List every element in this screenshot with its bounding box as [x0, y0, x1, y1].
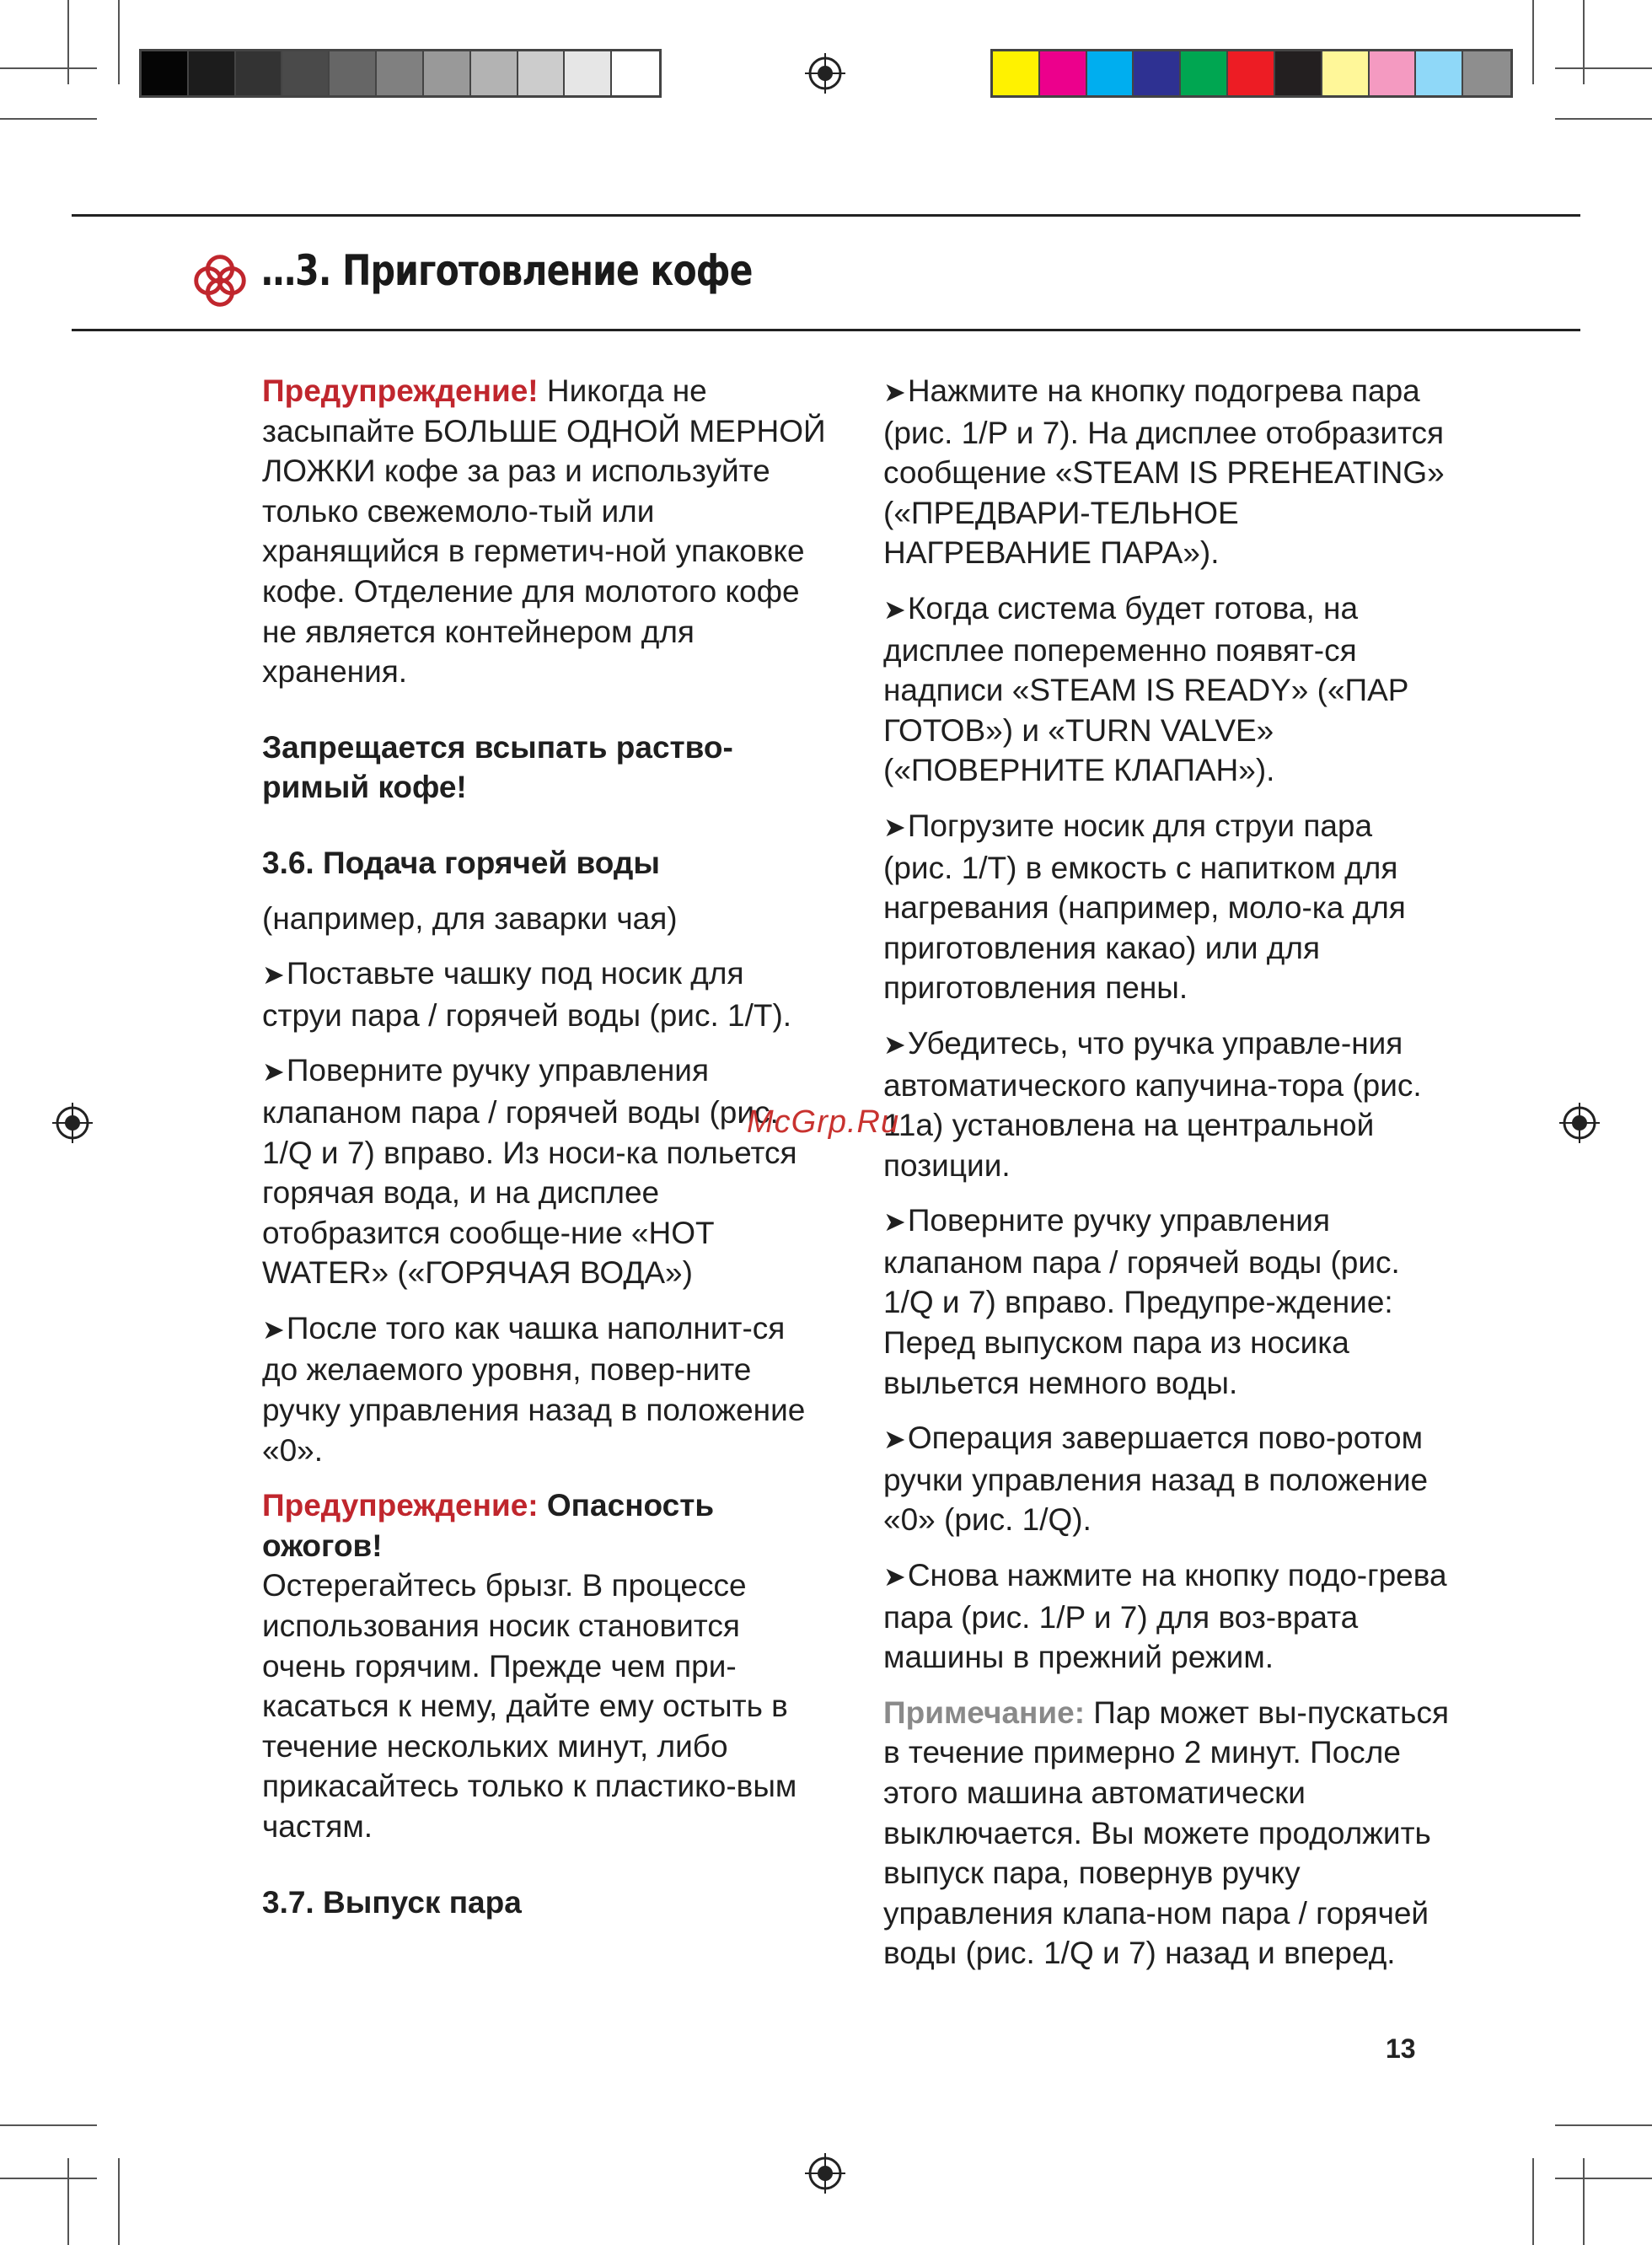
warning-label: Предупреждение:	[262, 1488, 539, 1523]
arrow-bullet-icon: ➤	[883, 1561, 906, 1592]
arrow-bullet-icon: ➤	[883, 377, 906, 407]
crop-mark	[1555, 2124, 1652, 2126]
list-item: ➤Когда система будет готова, на дисплее попеременно появят-ся надписи «STEAM IS READY» («ПАР ГОТОВ») и «TURN VALVE» («ПОВЕРНИТЕ КЛАПАН»).	[883, 590, 1409, 788]
warning-label: Предупреждение!	[262, 373, 539, 408]
crop-mark	[1555, 118, 1652, 120]
cmyk-color-bar	[990, 49, 1513, 98]
color-swatch	[1463, 51, 1510, 95]
color-swatch	[1134, 51, 1181, 95]
brand-logo-icon	[187, 248, 253, 314]
list-item: ➤Поверните ручку управления клапаном пара / горячей воды (рис. 1/Q и 7) вправо. Из носи-ка польется горячая вода, и на дисплее отобразится сообще-ние «HOT WATER» («ГОРЯЧАЯ ВОДА»)	[262, 1053, 797, 1291]
registration-mark-icon	[805, 2153, 845, 2194]
arrow-bullet-icon: ➤	[883, 1206, 906, 1238]
color-swatch	[612, 51, 659, 95]
color-swatch	[1228, 51, 1275, 95]
arrow-bullet-icon: ➤	[883, 593, 906, 625]
crop-mark	[0, 67, 97, 69]
arrow-bullet-icon: ➤	[883, 1029, 906, 1060]
header-bottom-rule	[72, 329, 1580, 331]
color-swatch	[330, 51, 377, 95]
list-item: ➤Снова нажмите на кнопку подо-грева пара (рис. 1/P и 7) для воз-врата машины в прежний режим.	[883, 1558, 1447, 1675]
warning-paragraph	[262, 1485, 829, 1846]
crop-mark	[118, 0, 120, 84]
color-swatch	[518, 51, 566, 95]
list-item: ➤Погрузите носик для струи пара (рис. 1/T) в емкость с напитком для нагревания (например, моло-ка для приготовления какао) или для приготовления пены.	[883, 808, 1406, 1006]
crop-mark	[1555, 2178, 1652, 2179]
page-number: 13	[1386, 2033, 1416, 2064]
warning-text: Остерегайтесь брызг. В процессе использования носик становится очень горячим. Прежде чем при-касаться к нему, дайте ему остыть в течение нескольких минут, либо прикасайтесь только к пластико-вым частям.	[262, 1568, 797, 1844]
color-swatch	[377, 51, 424, 95]
list-item: ➤Нажмите на кнопку подогрева пара (рис. 1/P и 7). На дисплее отобразится сообщение «STEAM IS PREHEATING» («ПРЕДВАРИ-ТЕЛЬНОЕ НАГРЕВАНИЕ ПАРА»).	[883, 373, 1445, 571]
color-swatch	[993, 51, 1040, 95]
header-top-rule	[72, 214, 1580, 217]
color-swatch	[189, 51, 236, 95]
color-swatch	[471, 51, 518, 95]
arrow-bullet-icon: ➤	[262, 1313, 285, 1345]
crop-mark	[0, 2178, 97, 2179]
color-swatch	[1181, 51, 1228, 95]
crop-mark	[1532, 2158, 1534, 2245]
list-item: ➤Поставьте чашку под носик для струи пара / горячей воды (рис. 1/T).	[262, 956, 792, 1033]
color-swatch	[1275, 51, 1322, 95]
crop-mark	[67, 2158, 69, 2245]
arrow-bullet-icon: ➤	[883, 1424, 906, 1455]
note-label: Примечание:	[883, 1694, 1086, 1730]
color-swatch	[1087, 51, 1134, 95]
arrow-bullet-icon: ➤	[883, 811, 906, 842]
color-swatch	[1416, 51, 1463, 95]
color-swatch	[565, 51, 612, 95]
list-item: ➤Убедитесь, что ручка управле-ния автоматического капучина-тора (рис. 11a) установлена на центральной позиции.	[883, 1025, 1422, 1183]
warning-paragraph	[262, 371, 829, 692]
color-swatch	[424, 51, 471, 95]
arrow-bullet-icon: ➤	[262, 959, 285, 991]
section-subtitle: (например, для заварки чая)	[262, 900, 678, 936]
color-swatch	[1322, 51, 1370, 95]
note-text: Пар может вы-пускаться в течение примерно 2 минут. После этого машина автоматически выключается. Вы можете продолжить выпуск пара, повернув ручку управления клапа-ном пара / горячей воды (рис. 1/Q и 7) назад и вперед.	[883, 1694, 1449, 1971]
right-column	[883, 371, 1450, 1989]
arrow-bullet-icon: ➤	[262, 1056, 285, 1088]
color-swatch	[1040, 51, 1087, 95]
list-item: ➤Операция завершается пово-ротом ручки управления назад в положение «0» (рис. 1/Q).	[883, 1421, 1429, 1538]
warning-emphasis: Опасность ожогов!	[262, 1488, 715, 1563]
note-paragraph	[883, 1693, 1450, 1974]
left-column	[262, 371, 829, 1937]
crop-mark	[0, 2124, 97, 2126]
prohibition-text: Запрещается всыпать раство-римый кофе!	[262, 729, 733, 805]
crop-mark	[1583, 0, 1585, 84]
registration-mark-icon	[805, 53, 845, 94]
color-swatch	[282, 51, 330, 95]
section-heading: 3.6. Подача горячей воды	[262, 845, 660, 880]
color-swatch	[1370, 51, 1417, 95]
crop-mark	[0, 118, 97, 120]
crop-mark	[1532, 0, 1534, 84]
list-item: ➤Поверните ручку управления клапаном пара / горячей воды (рис. 1/Q и 7) вправо. Предупре-ждение: Перед выпуском пара из носика выльется немного воды.	[883, 1203, 1400, 1400]
registration-mark-icon	[52, 1103, 93, 1143]
registration-mark-icon	[1559, 1103, 1600, 1143]
page-title: …3. Приготовление кофе	[261, 246, 753, 295]
section-heading: 3.7. Выпуск пара	[262, 1884, 522, 1920]
crop-mark	[67, 0, 69, 84]
grayscale-color-bar	[139, 49, 662, 98]
crop-mark	[118, 2158, 120, 2245]
warning-text: Никогда не засыпайте БОЛЬШЕ ОДНОЙ МЕРНОЙ ЛОЖКИ кофе за раз и используйте только свежемоло-тый или хранящийся в герметич-ной упаковке кофе. Отделение для молотого кофе не является контейнером для хранения.	[262, 373, 826, 690]
list-item: ➤После того как чашка наполнит-ся до желаемого уровня, повер-ните ручку управления назад в положение «0».	[262, 1310, 806, 1468]
watermark: McGrp.Ru	[747, 1104, 900, 1140]
crop-mark	[1583, 2158, 1585, 2245]
color-swatch	[236, 51, 283, 95]
crop-mark	[1555, 67, 1652, 69]
color-swatch	[142, 51, 189, 95]
